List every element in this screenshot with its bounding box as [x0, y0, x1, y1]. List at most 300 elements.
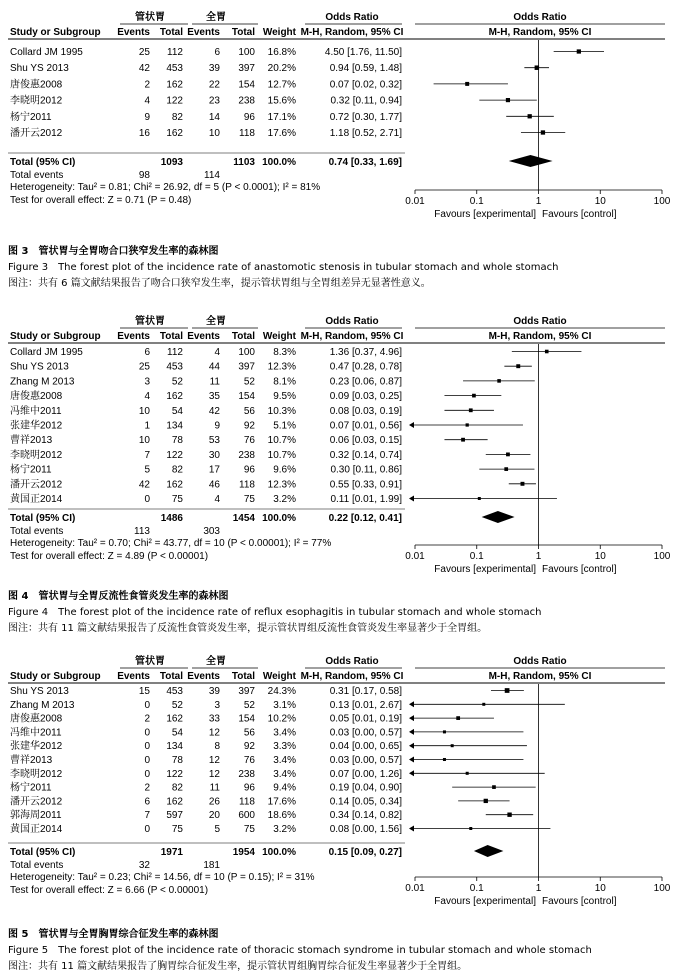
- total-events-label: Total events: [10, 170, 64, 181]
- favours-experimental-label: Favours [experimental]: [434, 209, 536, 220]
- col-study: Study or Subgroup: [10, 671, 101, 682]
- total-1: 134: [166, 420, 183, 432]
- events-1: 6: [144, 796, 150, 808]
- or-ci-value: 0.03 [0.00, 0.57]: [329, 755, 402, 766]
- table-row: [10, 712, 494, 725]
- table-row: [10, 463, 534, 476]
- total-1: 112: [167, 347, 183, 358]
- events-1: 0: [144, 494, 150, 505]
- study-estimate-square: [461, 438, 465, 442]
- x-axis-tick-label: 0.01: [405, 196, 425, 207]
- total-1: 453: [166, 63, 183, 75]
- x-axis-tick-label: 0.1: [469, 551, 484, 562]
- total-2: 92: [243, 420, 255, 432]
- events-1: 4: [144, 95, 150, 107]
- x-axis-tick-label: 10: [594, 196, 606, 207]
- total-1: 78: [171, 435, 183, 447]
- table-row: [10, 47, 604, 58]
- weight-value: 8.3%: [273, 347, 296, 358]
- total-row: [8, 843, 503, 858]
- figure-caption-en: Figure 4 The forest plot of the incidence rate of reflux esophagitis in tubular stomach and whole stomach: [8, 607, 542, 618]
- or-title-left: Odds Ratio: [325, 656, 379, 667]
- table-row: [10, 753, 523, 766]
- events-1: 9: [144, 111, 150, 123]
- col-total-2: Total: [231, 671, 255, 682]
- col-events-1: Events: [117, 671, 150, 682]
- table-row: [10, 477, 536, 490]
- total-1: 162: [166, 79, 183, 91]
- pooled-diamond: [474, 845, 503, 857]
- events-1: 42: [138, 63, 150, 75]
- x-axis-tick-label: 0.1: [469, 196, 484, 207]
- study-estimate-square: [541, 130, 545, 134]
- events-2: 22: [208, 79, 220, 91]
- study-estimate-square: [484, 799, 488, 803]
- study-estimate-square: [516, 364, 520, 368]
- forest-figure-4: [8, 314, 671, 634]
- or-ci-value: 0.31 [0.17, 0.58]: [329, 686, 402, 697]
- events-1: 16: [138, 128, 150, 139]
- total-weight: 100.0%: [262, 513, 296, 524]
- total-events-2: 114: [204, 170, 220, 181]
- or-ci-value: 0.72 [0.30, 1.77]: [329, 111, 402, 123]
- total-2: 397: [238, 686, 255, 697]
- table-row: [10, 492, 557, 505]
- weight-value: 10.7%: [267, 435, 296, 447]
- overall-effect-test: Test for overall effect: Z = 0.71 (P = 0.48): [10, 195, 192, 206]
- study-name: 李晓明2012: [10, 449, 63, 461]
- group1-header: 管状胃: [135, 12, 165, 23]
- weight-value: 16.8%: [267, 47, 296, 58]
- study-name: 潘开云2012: [10, 479, 63, 491]
- total-2: 96: [243, 782, 255, 794]
- total-events-label: Total events: [10, 860, 64, 871]
- x-axis-tick-label: 1: [535, 551, 542, 562]
- x-axis-tick-label: 10: [594, 883, 606, 894]
- weight-value: 12.7%: [267, 79, 296, 91]
- study-name: 杨宁2011: [10, 782, 52, 794]
- figure-note: 图注：共有 11 篇文献结果报告了胸胃综合征发生率，提示管状胃组胸胃综合征发生率显著少于全胃组。: [8, 961, 468, 972]
- events-2: 9: [214, 420, 220, 432]
- col-total-2: Total: [231, 331, 255, 342]
- heterogeneity-stats: Heterogeneity: Tau² = 0.23; Chi² = 14.56, df = 10 (P = 0.15); I² = 31%: [10, 872, 315, 883]
- total-2: 397: [238, 361, 255, 373]
- study-name: 张建华2012: [10, 741, 63, 753]
- table-row: [10, 362, 532, 373]
- events-2: 20: [208, 810, 220, 822]
- figure-caption-en: Figure 5 The forest plot of the incidence rate of thoracic stomach syndrome in tubular stomach and whole stomach: [8, 945, 592, 956]
- favours-experimental-label: Favours [experimental]: [434, 564, 536, 575]
- or-ci-value: 0.34 [0.14, 0.82]: [329, 810, 402, 822]
- study-name: 曹祥2013: [10, 755, 53, 766]
- study-name: 唐俊惠2008: [10, 391, 63, 403]
- study-estimate-square: [577, 49, 581, 53]
- figure-caption-en: Figure 3 The forest plot of the incidence rate of anastomotic stenosis in tubular stomach and whole stomach: [8, 262, 559, 273]
- events-2: 35: [208, 391, 220, 403]
- events-1: 0: [144, 824, 150, 835]
- total-1: 122: [166, 95, 183, 107]
- study-name: 唐俊惠2008: [10, 713, 63, 725]
- total-2: 154: [238, 391, 255, 403]
- total-1: 162: [166, 128, 183, 139]
- weight-value: 17.1%: [267, 111, 296, 123]
- x-axis-tick-label: 1: [535, 196, 542, 207]
- events-2: 33: [208, 713, 220, 725]
- study-name: 潘开云2012: [10, 128, 63, 139]
- ci-arrow-left: [409, 743, 414, 749]
- events-2: 12: [208, 768, 220, 780]
- events-1: 0: [144, 741, 150, 753]
- weight-value: 10.3%: [267, 405, 296, 417]
- total-label: Total (95% CI): [10, 847, 76, 858]
- study-name: Collard JM 1995: [10, 47, 83, 58]
- table-row: [10, 376, 535, 387]
- or-ci-value: 0.03 [0.00, 0.57]: [329, 727, 402, 739]
- weight-value: 24.3%: [267, 686, 296, 697]
- favours-control-label: Favours [control]: [542, 209, 617, 220]
- events-2: 10: [208, 128, 220, 139]
- table-row: [10, 94, 537, 107]
- study-estimate-square: [469, 408, 473, 412]
- total-2: 52: [243, 376, 255, 388]
- or-ci-value: 0.07 [0.00, 1.26]: [329, 768, 402, 780]
- or-ci-value: 0.04 [0.00, 0.65]: [329, 741, 402, 753]
- total-1: 54: [171, 727, 183, 739]
- events-1: 2: [144, 713, 150, 725]
- total-2: 56: [243, 405, 255, 417]
- x-axis-tick-label: 0.1: [469, 883, 484, 894]
- or-ci-value: 0.07 [0.01, 0.56]: [329, 420, 402, 432]
- total-2: 100: [238, 347, 255, 358]
- events-1: 15: [138, 686, 150, 697]
- events-1: 25: [138, 361, 150, 373]
- or-ci-value: 0.05 [0.01, 0.19]: [329, 713, 402, 725]
- weight-value: 3.3%: [273, 741, 296, 753]
- total-1: 54: [171, 405, 183, 417]
- study-estimate-square: [466, 423, 469, 426]
- total-1: 82: [171, 111, 183, 123]
- study-estimate-square: [521, 482, 525, 486]
- weight-value: 9.4%: [273, 782, 296, 794]
- study-estimate-square: [528, 114, 532, 118]
- events-1: 25: [138, 47, 150, 58]
- total-1: 112: [167, 47, 183, 58]
- total-1: 122: [166, 768, 183, 780]
- events-1: 6: [144, 347, 150, 358]
- total-2: 154: [238, 713, 255, 725]
- total-1: 162: [166, 391, 183, 403]
- or-ci-value: 1.18 [0.52, 2.71]: [329, 128, 402, 139]
- study-estimate-square: [443, 730, 446, 733]
- weight-value: 15.6%: [267, 95, 296, 107]
- events-2: 4: [214, 347, 220, 358]
- weight-value: 3.1%: [273, 699, 296, 711]
- group2-header: 全胃: [206, 12, 226, 23]
- total-2: 118: [239, 479, 255, 491]
- total-2: 600: [238, 810, 255, 822]
- pooled-diamond: [482, 511, 515, 523]
- weight-value: 8.1%: [273, 376, 296, 388]
- figure-caption-cn: 图 5 管状胃与全胃胸胃综合征发生率的森林图: [8, 929, 219, 940]
- events-2: 12: [208, 727, 220, 739]
- study-name: 黄国正2014: [10, 824, 63, 835]
- events-1: 0: [144, 755, 150, 766]
- figure-caption-cn: 图 4 管状胃与全胃反流性食管炎发生率的森林图: [8, 591, 229, 602]
- study-estimate-square: [465, 82, 469, 86]
- study-estimate-square: [482, 703, 485, 706]
- or-ci-value: 0.94 [0.59, 1.48]: [329, 63, 402, 75]
- events-1: 0: [144, 768, 150, 780]
- study-name: 杨宁2011: [10, 111, 52, 123]
- events-2: 26: [208, 796, 220, 808]
- or-ci-value: 0.32 [0.14, 0.74]: [329, 449, 402, 461]
- total-2: 154: [238, 79, 255, 91]
- events-2: 46: [208, 479, 220, 491]
- weight-value: 3.4%: [273, 727, 296, 739]
- or-subtitle-right: M-H, Random, 95% CI: [488, 27, 592, 38]
- study-name: 曹祥2013: [10, 435, 53, 447]
- col-events-1: Events: [117, 27, 150, 38]
- ci-arrow-left: [409, 729, 414, 735]
- col-weight: Weight: [262, 331, 296, 342]
- total-n-2: 1454: [232, 513, 255, 524]
- ci-arrow-left: [409, 770, 414, 776]
- col-events-2: Events: [187, 331, 220, 342]
- study-estimate-square: [492, 785, 496, 789]
- total-2: 75: [243, 824, 255, 835]
- events-1: 2: [144, 79, 150, 91]
- total-n-1: 1486: [160, 513, 183, 524]
- ci-arrow-left: [409, 496, 414, 502]
- study-estimate-square: [443, 758, 446, 761]
- or-title-right: Odds Ratio: [513, 656, 567, 667]
- study-estimate-square: [506, 98, 510, 102]
- study-name: 郭海周2011: [10, 810, 62, 822]
- study-estimate-square: [505, 688, 510, 693]
- or-subtitle-left: M-H, Random, 95% CI: [300, 671, 404, 682]
- ci-arrow-left: [409, 826, 414, 832]
- favours-control-label: Favours [control]: [542, 564, 617, 575]
- study-name: 唐俊惠2008: [10, 79, 63, 91]
- total-1: 75: [171, 824, 183, 835]
- events-1: 0: [144, 727, 150, 739]
- events-2: 5: [214, 824, 220, 835]
- x-axis-tick-label: 100: [653, 883, 671, 894]
- col-study: Study or Subgroup: [10, 331, 101, 342]
- overall-effect-test: Test for overall effect: Z = 6.66 (P < 0.00001): [10, 885, 209, 896]
- study-estimate-square: [478, 497, 481, 500]
- total-2: 397: [238, 63, 255, 75]
- weight-value: 3.4%: [273, 755, 296, 766]
- study-name: Shu YS 2013: [10, 63, 69, 75]
- weight-value: 10.7%: [267, 449, 296, 461]
- events-1: 7: [144, 449, 150, 461]
- weight-value: 12.3%: [267, 361, 296, 373]
- total-events-1: 113: [134, 526, 150, 537]
- or-subtitle-left: M-H, Random, 95% CI: [300, 27, 404, 38]
- table-row: [10, 725, 523, 738]
- table-row: [10, 739, 527, 752]
- pooled-or-ci: 0.74 [0.33, 1.69]: [328, 157, 402, 168]
- total-2: 75: [243, 494, 255, 505]
- table-row: [10, 404, 494, 417]
- figure-caption-cn: 图 3 管状胃与全胃吻合口狭窄发生率的森林图: [8, 246, 219, 257]
- table-row: [10, 700, 565, 711]
- study-estimate-square: [472, 394, 476, 398]
- weight-value: 9.6%: [273, 464, 296, 476]
- table-row: [10, 110, 554, 123]
- study-name: 杨宁2011: [10, 464, 52, 476]
- or-ci-value: 0.30 [0.11, 0.86]: [330, 464, 402, 476]
- total-1: 82: [171, 464, 183, 476]
- study-estimate-square: [497, 379, 501, 383]
- group1-header: 管状胃: [135, 316, 165, 327]
- total-n-1: 1093: [160, 157, 183, 168]
- study-estimate-square: [545, 350, 549, 354]
- col-study: Study or Subgroup: [10, 27, 101, 38]
- total-n-2: 1954: [232, 847, 255, 858]
- or-ci-value: 0.11 [0.01, 1.99]: [330, 494, 402, 505]
- total-events-label: Total events: [10, 526, 64, 537]
- total-n-1: 1971: [160, 847, 183, 858]
- figure-note: 图注：共有 6 篇文献结果报告了吻合口狭窄发生率，提示管状胃组与全胃组差异无显著性意义。: [8, 278, 431, 289]
- study-name: Collard JM 1995: [10, 347, 83, 358]
- total-2: 76: [243, 435, 255, 447]
- study-name: 李晓明2012: [10, 768, 63, 780]
- x-axis-tick-label: 0.01: [405, 551, 425, 562]
- overall-effect-test: Test for overall effect: Z = 4.89 (P < 0.00001): [10, 551, 209, 562]
- col-weight: Weight: [262, 671, 296, 682]
- events-2: 11: [209, 782, 220, 794]
- study-estimate-square: [469, 827, 472, 830]
- total-1: 122: [166, 449, 183, 461]
- total-1: 52: [171, 376, 183, 388]
- weight-value: 5.1%: [273, 420, 296, 432]
- study-name: Shu YS 2013: [10, 686, 69, 697]
- events-1: 4: [144, 391, 150, 403]
- events-1: 42: [138, 479, 150, 491]
- total-row: [8, 509, 515, 524]
- table-row: [10, 77, 508, 90]
- weight-value: 3.2%: [273, 494, 296, 505]
- total-weight: 100.0%: [262, 157, 296, 168]
- study-estimate-square: [451, 744, 454, 747]
- events-1: 10: [138, 405, 150, 417]
- or-title-left: Odds Ratio: [325, 316, 379, 327]
- total-1: 453: [166, 686, 183, 697]
- col-total-1: Total: [159, 671, 183, 682]
- group2-header: 全胃: [206, 656, 226, 667]
- study-name: 潘开云2012: [10, 796, 63, 808]
- weight-value: 17.6%: [267, 796, 296, 808]
- weight-value: 20.2%: [267, 63, 296, 75]
- total-2: 92: [243, 741, 255, 753]
- total-events-1: 98: [138, 170, 150, 181]
- events-1: 2: [144, 782, 150, 794]
- study-name: 张建华2012: [10, 420, 63, 432]
- or-title-right: Odds Ratio: [513, 12, 567, 23]
- col-total-2: Total: [231, 27, 255, 38]
- table-row: [10, 767, 545, 780]
- study-name: Zhang M 2013: [10, 376, 75, 388]
- events-2: 14: [208, 111, 220, 123]
- pooled-or-ci: 0.22 [0.12, 0.41]: [328, 513, 402, 524]
- total-n-2: 1103: [233, 157, 255, 168]
- total-2: 118: [239, 796, 255, 808]
- weight-value: 9.5%: [273, 391, 296, 403]
- total-2: 238: [238, 449, 255, 461]
- total-weight: 100.0%: [262, 847, 296, 858]
- study-name: 冯维中2011: [10, 727, 62, 739]
- or-ci-value: 0.55 [0.33, 0.91]: [329, 479, 402, 491]
- total-label: Total (95% CI): [10, 513, 76, 524]
- or-ci-value: 0.06 [0.03, 0.15]: [329, 435, 402, 447]
- total-1: 162: [166, 479, 183, 491]
- col-events-1: Events: [117, 331, 150, 342]
- table-row: [10, 63, 549, 74]
- total-events-2: 181: [203, 860, 220, 871]
- or-ci-value: 0.08 [0.03, 0.19]: [329, 405, 402, 417]
- events-2: 17: [208, 464, 220, 476]
- forest-figure-3: [8, 10, 671, 289]
- events-2: 23: [208, 95, 220, 107]
- col-events-2: Events: [187, 671, 220, 682]
- col-total-1: Total: [159, 331, 183, 342]
- total-1: 75: [171, 494, 183, 505]
- total-2: 76: [243, 755, 255, 766]
- table-row: [10, 347, 581, 358]
- total-2: 118: [239, 128, 255, 139]
- x-axis-tick-label: 100: [653, 196, 671, 207]
- total-events-2: 303: [203, 526, 220, 537]
- total-2: 100: [238, 47, 255, 58]
- table-row: [10, 389, 501, 402]
- or-title-right: Odds Ratio: [513, 316, 567, 327]
- total-row: [8, 153, 553, 168]
- study-name: 冯维中2011: [10, 405, 62, 417]
- events-1: 0: [144, 699, 150, 711]
- table-row: [10, 794, 510, 807]
- total-label: Total (95% CI): [10, 157, 76, 168]
- study-estimate-square: [466, 772, 469, 775]
- ci-arrow-left: [409, 757, 414, 763]
- col-events-2: Events: [187, 27, 220, 38]
- or-title-left: Odds Ratio: [325, 12, 379, 23]
- or-subtitle-right: M-H, Random, 95% CI: [488, 331, 592, 342]
- total-1: 52: [171, 699, 183, 711]
- total-2: 56: [243, 727, 255, 739]
- or-ci-value: 0.19 [0.04, 0.90]: [329, 782, 402, 794]
- study-estimate-square: [456, 716, 460, 720]
- favours-control-label: Favours [control]: [542, 896, 617, 907]
- or-ci-value: 0.23 [0.06, 0.87]: [329, 376, 402, 388]
- pooled-or-ci: 0.15 [0.09, 0.27]: [328, 847, 402, 858]
- total-2: 96: [243, 464, 255, 476]
- total-1: 78: [171, 755, 183, 766]
- x-axis-tick-label: 1: [535, 883, 542, 894]
- or-ci-value: 0.14 [0.05, 0.34]: [329, 796, 402, 808]
- study-name: Shu YS 2013: [10, 361, 69, 373]
- events-2: 39: [208, 686, 220, 697]
- table-row: [10, 448, 530, 461]
- group1-header: 管状胃: [135, 656, 165, 667]
- weight-value: 12.3%: [267, 479, 296, 491]
- events-2: 11: [209, 376, 220, 388]
- total-events-1: 32: [138, 860, 150, 871]
- events-2: 39: [208, 63, 220, 75]
- weight-value: 18.6%: [267, 810, 296, 822]
- table-row: [10, 822, 550, 835]
